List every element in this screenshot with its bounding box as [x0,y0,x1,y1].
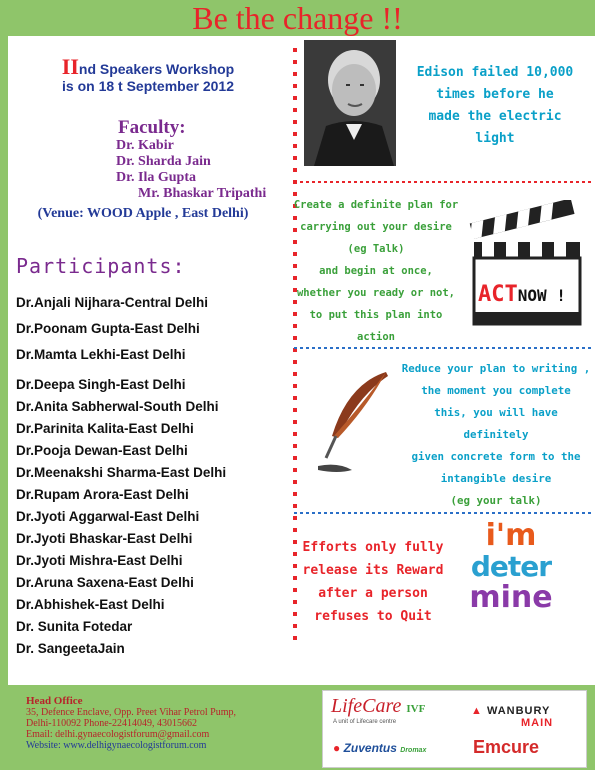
zuventus-sub: Dromax [400,747,427,754]
quote-line: Efforts only fully [302,540,444,555]
footer-line: 35, Defence Enclave, Opp. Preet Vihar Petrol Pump, [26,707,236,718]
poster-panel [8,36,595,685]
list-item: Dr.Anjali Nijhara-Central Delhi [16,295,209,310]
faculty-member: Dr. Kabir [116,138,174,153]
divider-dot [293,600,297,604]
list-item: Dr.Deepa Singh-East Delhi [16,377,186,392]
workshop-date: is on 18 t September 2012 [62,78,234,94]
quote-line: Edison failed 10,000 [416,65,574,80]
quote-line: made the electric [428,109,562,124]
faculty-member: Dr. Ila Gupta [116,170,197,185]
divider-dot [293,528,297,532]
divider-dot [293,156,297,160]
divider-dot [293,456,297,460]
faculty-block [118,118,266,202]
clapperboard-icon [468,200,588,330]
left-column [8,36,288,685]
faculty-member: Dr. Sharda Jain [116,154,211,169]
list-item: Dr.Parinita Kalita-East Delhi [16,421,194,436]
list-item: Dr.Jyoti Bhaskar-East Delhi [16,531,193,546]
footer-website-link[interactable]: Website: www.delhigynaecologistforum.com [26,740,207,751]
divider-dot [293,432,297,436]
divider-dot [293,408,297,412]
divider-dot [293,636,297,640]
quote-line: (eg your talk) [450,494,542,507]
list-item: Dr.Mamta Lekhi-East Delhi [16,347,186,362]
quote-line: after a person [318,586,428,601]
determined-middle: deter [470,550,552,583]
list-item: Dr.Anita Sabherwal-South Delhi [16,399,219,414]
wanbury-logo: ▲ WANBURY MAIN [471,705,554,729]
divider-dot [293,144,297,148]
footer-address [26,696,296,751]
divider-dot [293,372,297,376]
quote-line: to put this plan into action [309,309,443,343]
divider-dot [293,444,297,448]
quill-pen-icon [308,366,398,476]
workshop-roman: II [61,54,79,79]
sponsor-logos [322,690,587,768]
page-title: Be the change !! [192,0,403,36]
list-item: Dr.Pooja Dewan-East Delhi [16,443,188,458]
determined-bottom: mine [469,580,553,615]
divider-dot [293,108,297,112]
determined-graphic [456,520,566,640]
divider-dot [293,516,297,520]
quote-line: the moment you complete [421,384,571,397]
divider-dot [293,60,297,64]
faculty-member: Mr. Bhaskar Tripathi [138,186,267,201]
act-word: ACT [478,282,518,307]
lifecare-logo [331,695,425,718]
quote-line: carrying out your desire [300,221,452,233]
participants-list [16,292,226,660]
quote-line: release its Reward [302,563,444,578]
quote-line: given concrete form to the [411,450,581,463]
divider-dot [293,492,297,496]
divider-dot [293,120,297,124]
divider-dot [293,384,297,388]
quote-line: this, you will have definitely [434,406,558,441]
efforts-quote [298,536,448,628]
list-item: Dr. SangeetaJain [16,641,125,656]
divider-dot [293,396,297,400]
divider-dot [293,168,297,172]
divider-dot [293,48,297,52]
list-item: Dr. Sunita Fotedar [16,619,133,634]
quote-line: Reduce your plan to writing , [401,362,591,375]
edison-quote [400,62,590,150]
divider-dot [293,564,297,568]
quote-line: light [475,131,515,146]
divider-dot [293,540,297,544]
quote-line: (eg Talk) [347,243,405,255]
quote-line: whether you ready or not, [296,287,456,299]
quote-line: times before he [436,87,554,102]
divider-dot [293,132,297,136]
wanbury-main: MAIN [521,717,554,729]
divider-dot [293,612,297,616]
edison-portrait [304,40,396,166]
list-item: Dr.Jyoti Mishra-East Delhi [16,553,183,568]
divider-dot [293,624,297,628]
quote-line: refuses to Quit [314,609,432,624]
divider-dot [293,468,297,472]
list-item: Dr.Jyoti Aggarwal-East Delhi [16,509,200,524]
quote-line: Create a definite plan for [293,199,459,211]
participants-heading: Participants: [16,254,186,278]
venue-text: (Venue: WOOD Apple , East Delhi) [37,206,249,221]
dotted-separator [294,181,594,183]
footer-email[interactable]: Email: delhi.gynaecologistforum@gmail.com [26,729,210,740]
list-item: Dr.Meenakshi Sharma-East Delhi [16,465,227,480]
workshop-title: nd Speakers Workshop [78,61,235,77]
workshop-heading [8,54,288,95]
lifecare-subtitle: A unit of Lifecare centre [333,719,397,725]
list-item: Dr.Aruna Saxena-East Delhi [16,575,194,590]
determined-top: i'm [485,518,537,553]
divider-dot [293,96,297,100]
divider-dot [293,576,297,580]
divider-dot [293,360,297,364]
list-item: Dr.Rupam Arora-East Delhi [16,487,189,502]
zuventus-logo: ● Zuventus Dromax [333,741,427,755]
writing-quote [400,358,592,512]
wanbury-name: WANBURY [486,705,551,717]
footer-heading: Head Office [26,695,83,707]
lifecare-name: LifeCare [331,695,402,717]
divider-dot [293,552,297,556]
divider-dot [293,504,297,508]
footer-line: Delhi-110092 Phone-22414049, 43015662 [26,718,198,729]
act-now-text [478,282,566,307]
quote-line: and begin at once, [319,265,433,277]
zuventus-name: Zuventus [343,741,397,755]
list-item: Dr.Abhishek-East Delhi [16,597,165,612]
divider-dot [293,480,297,484]
now-word: NOW ! [517,286,566,305]
quote-line: intangible desire [440,472,552,485]
divider-dot [293,72,297,76]
dotted-separator [294,512,594,514]
dotted-separator [294,347,594,349]
faculty-heading: Faculty: [118,117,186,138]
list-item: Dr.Poonam Gupta-East Delhi [16,321,200,336]
emcure-logo: Emcure [473,737,540,757]
divider-dot [293,420,297,424]
divider-dot [293,84,297,88]
divider-dot [293,588,297,592]
plan-quote [292,194,460,348]
lifecare-ivf: IVF [406,703,426,715]
